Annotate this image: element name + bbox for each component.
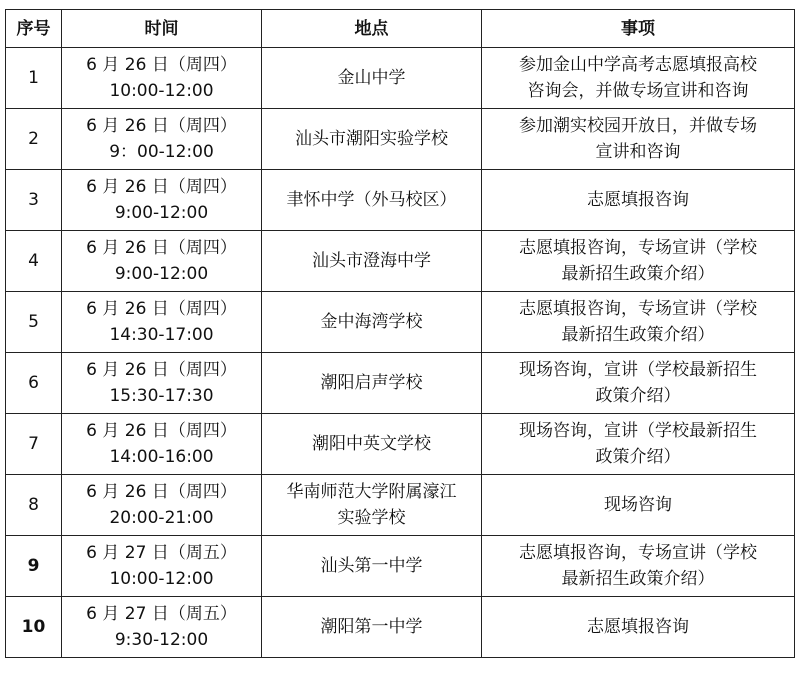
- table-row: [6, 353, 795, 414]
- table-row: [6, 170, 795, 231]
- row-number: 6: [6, 353, 62, 414]
- row-number: 1: [6, 48, 62, 109]
- row-time-range: 10:00-12:00: [109, 81, 214, 101]
- row-item-line: 政策介绍）: [595, 386, 681, 406]
- header-row: [6, 10, 795, 48]
- row-item: [482, 536, 795, 597]
- row-date: 6 月 26 日（周四）: [86, 116, 237, 136]
- row-item: [482, 170, 795, 231]
- row-place-line: 汕头市澄海中学: [312, 251, 431, 271]
- row-time: [62, 292, 262, 353]
- row-item-line: 宣讲和咨询: [595, 142, 681, 162]
- row-item-line: 咨询会，并做专场宣讲和咨询: [527, 81, 749, 101]
- row-place: [262, 414, 482, 475]
- row-item-line: 现场咨询: [604, 495, 672, 515]
- row-item-line: 参加金山中学高考志愿填报高校: [519, 55, 757, 75]
- table-header: [6, 10, 795, 48]
- table-row: [6, 109, 795, 170]
- row-date: 6 月 26 日（周四）: [86, 421, 237, 441]
- row-number: 10: [6, 597, 62, 658]
- row-item: [482, 109, 795, 170]
- header-time: 时间: [62, 10, 262, 48]
- row-place-line: 潮阳中英文学校: [312, 434, 431, 454]
- row-number: 8: [6, 475, 62, 536]
- row-number: 3: [6, 170, 62, 231]
- row-item-line: 志愿填报咨询，专场宣讲（学校: [519, 543, 757, 563]
- row-date: 6 月 26 日（周四）: [86, 299, 237, 319]
- row-place-line: 聿怀中学（外马校区）: [286, 190, 457, 210]
- row-date: 6 月 26 日（周四）: [86, 177, 237, 197]
- row-place: [262, 536, 482, 597]
- row-time: [62, 48, 262, 109]
- row-place: [262, 597, 482, 658]
- table-body: [6, 48, 795, 658]
- row-item-line: 现场咨询，宣讲（学校最新招生: [519, 421, 757, 441]
- row-place: [262, 475, 482, 536]
- row-item: [482, 292, 795, 353]
- row-item-line: 志愿填报咨询: [587, 617, 689, 637]
- schedule-table: [5, 9, 795, 658]
- row-place-line: 华南师范大学附属濠江: [286, 482, 457, 502]
- row-number: 2: [6, 109, 62, 170]
- row-time-range: 14:00-16:00: [109, 447, 214, 467]
- row-item-line: 现场咨询，宣讲（学校最新招生: [519, 360, 757, 380]
- row-date: 6 月 27 日（周五）: [86, 543, 237, 563]
- row-time-range: 9：00-12:00: [109, 142, 214, 162]
- row-place: [262, 109, 482, 170]
- row-time: [62, 109, 262, 170]
- row-place-line: 金山中学: [337, 68, 406, 88]
- row-time-range: 9:30-12:00: [114, 630, 209, 650]
- header-item: 事项: [482, 10, 795, 48]
- table-row: [6, 536, 795, 597]
- row-place: [262, 353, 482, 414]
- row-time-range: 20:00-21:00: [109, 508, 214, 528]
- header-place: 地点: [262, 10, 482, 48]
- row-number: 5: [6, 292, 62, 353]
- row-item-line: 最新招生政策介绍）: [561, 569, 715, 589]
- row-number: 9: [6, 536, 62, 597]
- row-item: [482, 475, 795, 536]
- row-item: [482, 353, 795, 414]
- row-place: [262, 170, 482, 231]
- row-date: 6 月 26 日（周四）: [86, 360, 237, 380]
- row-time: [62, 170, 262, 231]
- row-date: 6 月 26 日（周四）: [86, 238, 237, 258]
- row-time: [62, 231, 262, 292]
- row-item-line: 志愿填报咨询: [587, 190, 689, 210]
- row-time: [62, 414, 262, 475]
- row-time-range: 9:00-12:00: [114, 264, 209, 284]
- row-place-line: 潮阳启声学校: [320, 373, 423, 393]
- row-item: [482, 48, 795, 109]
- row-item-line: 志愿填报咨询，专场宣讲（学校: [519, 238, 757, 258]
- table-row: [6, 292, 795, 353]
- table-row: [6, 475, 795, 536]
- table-row: [6, 48, 795, 109]
- row-item: [482, 414, 795, 475]
- row-number: 7: [6, 414, 62, 475]
- row-place-line: 实验学校: [337, 508, 406, 528]
- row-item-line: 最新招生政策介绍）: [561, 264, 715, 284]
- row-time-range: 9:00-12:00: [114, 203, 209, 223]
- row-item: [482, 597, 795, 658]
- row-time-range: 15:30-17:30: [109, 386, 214, 406]
- row-time-range: 10:00-12:00: [109, 569, 214, 589]
- header-no: 序号: [6, 10, 62, 48]
- row-time: [62, 597, 262, 658]
- row-place-line: 汕头第一中学: [320, 556, 423, 576]
- row-date: 6 月 26 日（周四）: [86, 55, 237, 75]
- row-place-line: 潮阳第一中学: [320, 617, 423, 637]
- row-time-range: 14:30-17:00: [109, 325, 214, 345]
- row-time: [62, 475, 262, 536]
- row-place: [262, 231, 482, 292]
- row-place: [262, 48, 482, 109]
- row-item-line: 政策介绍）: [595, 447, 681, 467]
- row-place-line: 金中海湾学校: [320, 312, 423, 332]
- row-item: [482, 231, 795, 292]
- row-number: 4: [6, 231, 62, 292]
- row-item-line: 最新招生政策介绍）: [561, 325, 715, 345]
- row-item-line: 志愿填报咨询，专场宣讲（学校: [519, 299, 757, 319]
- row-item-line: 参加潮实校园开放日，并做专场: [519, 116, 757, 136]
- row-date: 6 月 27 日（周五）: [86, 604, 237, 624]
- table-row: [6, 414, 795, 475]
- row-date: 6 月 26 日（周四）: [86, 482, 237, 502]
- table-row: [6, 597, 795, 658]
- row-place: [262, 292, 482, 353]
- row-time: [62, 536, 262, 597]
- row-time: [62, 353, 262, 414]
- table-row: [6, 231, 795, 292]
- row-place-line: 汕头市潮阳实验学校: [295, 129, 448, 149]
